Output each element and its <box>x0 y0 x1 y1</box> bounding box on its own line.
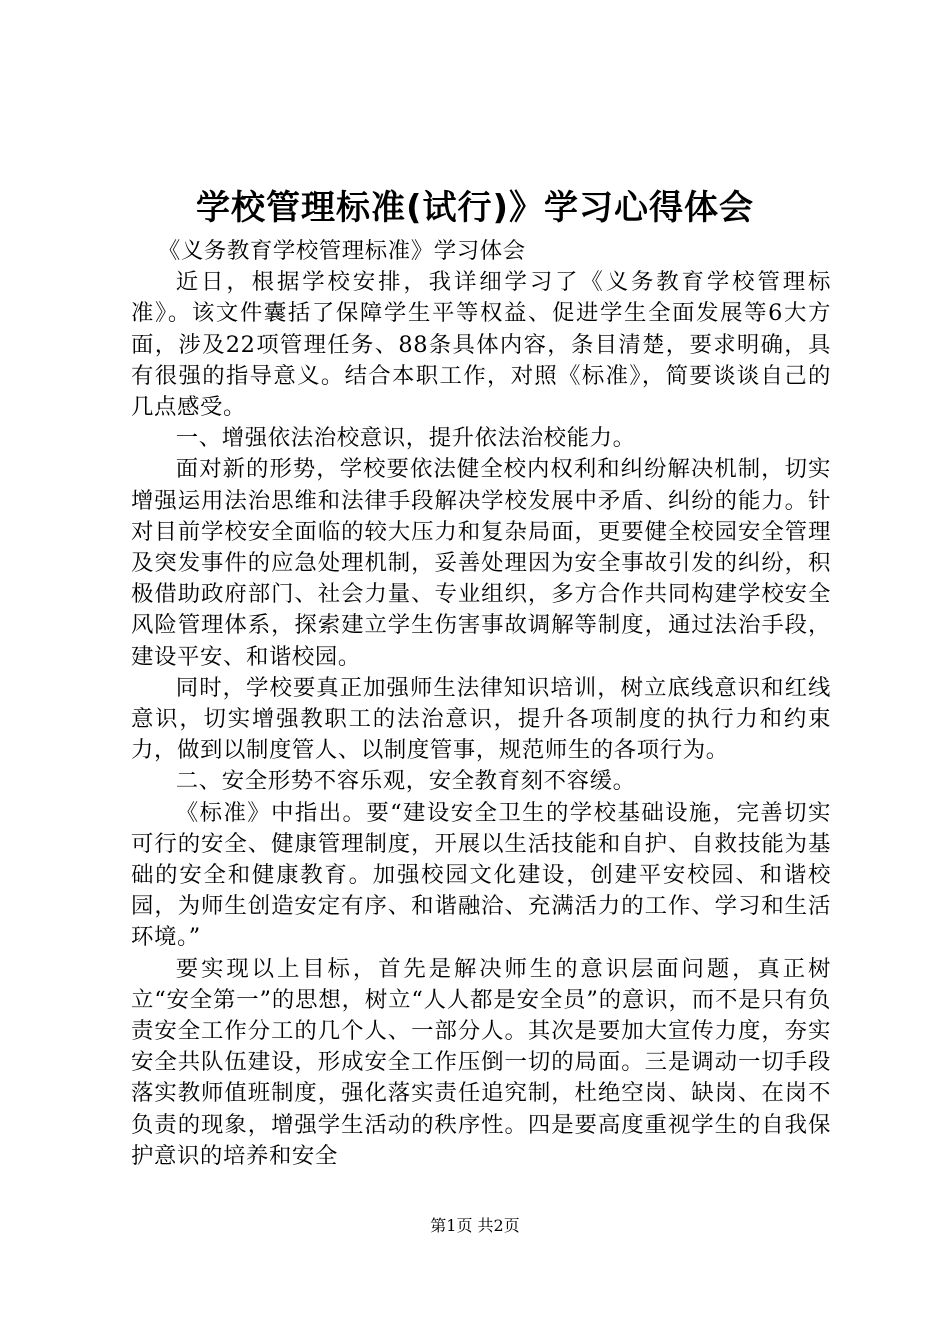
paragraph-intro: 近日，根据学校安排，我详细学习了《义务教育学校管理标准》。该文件囊括了保障学生平等权益、促进学生全面发展等6大方面，涉及22项管理任务、88条具体内容，条目清楚，要求明确，具有很强的指导意义。结合本职工作，对照《标准》，简要谈谈自己的几点感受。 <box>131 269 831 421</box>
paragraph-rule-of-law: 面对新的形势，学校要依法健全校内权利和纠纷解决机制，切实增强运用法治思维和法律手段解决学校发展中矛盾、纠纷的能力。针对目前学校安全面临的较大压力和复杂局面，更要健全校园安全管理及突发事件的应急处理机制，妥善处理因为安全事故引发的纠纷，积极借助政府部门、社会力量、专业组织，多方合作共同构建学校安全风险管理体系，探索建立学生伤害事故调解等制度，通过法治手段，建设平安、和谐校园。 <box>131 456 831 670</box>
document-title: 学校管理标准(试行)》学习心得体会 <box>195 188 755 228</box>
page-footer: 第1页 共2页 <box>430 1216 520 1235</box>
section-heading-1: 一、增强依法治校意识，提升依法治校能力。 <box>175 425 636 452</box>
paragraph-safety-measures: 要实现以上目标，首先是解决师生的意识层面问题，真正树立“安全第一”的思想，树立“人人都是安全员”的意识，而不是只有负责安全工作分工的几个人、一部分人。其次是要加大宣传力度，夯实安全共队伍建设，形成安全工作压倒一切的局面。三是调动一切手段落实教师值班制度，强化落实责任追究制，杜绝空岗、缺岗、在岗不负责的现象，增强学生活动的秩序性。四是要高度重视学生的自我保护意识的培养和安全 <box>131 955 831 1169</box>
paragraph-legal-training: 同时，学校要真正加强师生法律知识培训，树立底线意识和红线意识，切实增强教职工的法治意识，提升各项制度的执行力和约束力，做到以制度管人、以制度管事，规范师生的各项行为。 <box>131 674 831 764</box>
document-body <box>131 236 831 1172</box>
section-heading-2: 二、安全形势不容乐观，安全教育刻不容缓。 <box>175 768 636 795</box>
document-subtitle: 《义务教育学校管理标准》学习体会 <box>157 238 526 264</box>
paragraph-standard-quote: 《标准》中指出。要“建设安全卫生的学校基础设施，完善切实可行的安全、健康管理制度，开展以生活技能和自护、自救技能为基础的安全和健康教育。加强校园文化建设，创建平安校园、和谐校园，为师生创造安定有序、和谐融洽、充满活力的工作、学习和生活环境。” <box>131 799 831 951</box>
